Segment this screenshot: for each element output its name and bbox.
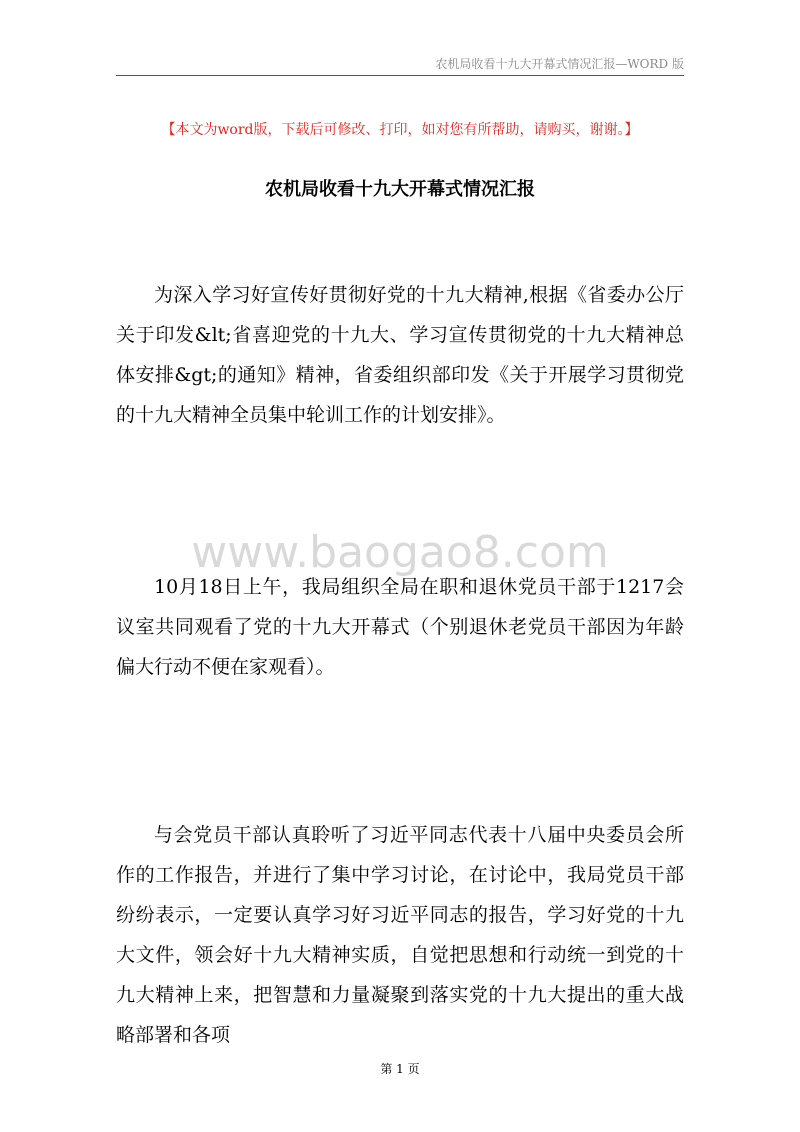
watermark: www.baogao8.com [191, 527, 609, 578]
running-header-title: 农机局收看十九大开幕式情况汇报—WORD 版 [435, 57, 684, 71]
paragraph-3: 与会党员干部认真聆听了习近平同志代表十八届中央委员会所作的工作报告，并进行了集中学习讨论，在讨论中，我局党员干部纷纷表示，一定要认真学习好习近平同志的报告，学习好党的十九大文件，领会好十九大精神实质，自觉把思想和行动统一到党的十九大精神上来，把智慧和力量凝聚到落实党的十九大提出的重大战略部署和各项 [116, 824, 684, 1046]
paragraph-2: 10月18日上午，我局组织全局在职和退休党员干部于1217会议室共同观看了党的十九大开幕式（个别退休老党员干部因为年龄偏大行动不便在家观看）。 [116, 576, 684, 678]
document-title: 农机局收看十九大开幕式情况汇报 [265, 179, 535, 200]
download-notice: 【本文为word版，下载后可修改、打印，如对您有所帮助，请购买，谢谢。】 [161, 122, 639, 138]
paragraph-1: 为深入学习好宣传好贯彻好党的十九大精神,根据《省委办公厅关于印发&lt;省喜迎党的十九大、学习宣传贯彻党的十九大精神总体安排&gt;的通知》精神，省委组织部印发《关于开展学习贯彻党的十九大精神全员集中轮训工作的计划安排》。 [116, 284, 684, 426]
page-number: 第 1 页 [380, 1062, 420, 1076]
header-divider [116, 75, 684, 76]
